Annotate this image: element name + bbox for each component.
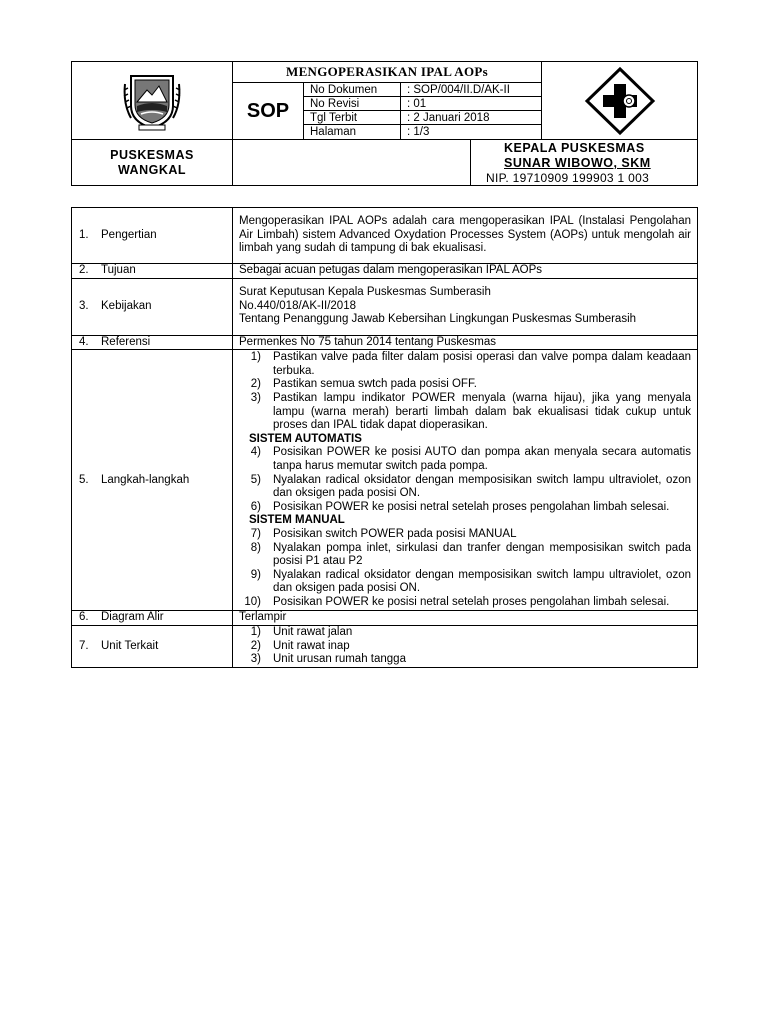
row-number: 2.: [79, 264, 89, 276]
step-text: Posisikan POWER ke posisi netral setelah proses pengolahan limbah selesai.: [273, 500, 670, 513]
puskesmas-logo-icon: [584, 66, 656, 136]
step-text: Nyalakan pompa inlet, sirkulasi dan tranfer dengan memposisikan switch pada posisi P1 atau P2: [273, 541, 691, 568]
puskesmas-name-line2: WANGKAL: [117, 163, 187, 177]
sop-title: MENGOPERASIKAN IPAL AOPs: [286, 64, 488, 79]
row-number: 6.: [79, 611, 89, 624]
row-label: [72, 264, 233, 279]
kebijakan-line3: Tentang Penanggung Jawab Kebersihan Lingkungan Puskesmas Sumberasih: [239, 313, 637, 326]
row-label-text: Referensi: [101, 335, 151, 348]
unit-item: [239, 640, 691, 654]
tujuan-text: Sebagai acuan petugas dalam mengoperasikan IPAL AOPs: [233, 264, 698, 279]
meta-label-halaman: Halaman: [310, 126, 357, 138]
step-item: [239, 542, 691, 569]
step-number: 10): [244, 595, 261, 608]
meta-label-no-revisi: No Revisi: [310, 97, 360, 110]
sop-label: SOP: [246, 99, 290, 122]
referensi-text: Permenkes No 75 tahun 2014 tentang Puskesmas: [233, 335, 698, 350]
langkah-cell: [233, 350, 698, 611]
step-item: [239, 569, 691, 596]
steps-list-c: [239, 528, 691, 610]
step-number: 5): [250, 473, 261, 486]
step-number: 8): [250, 541, 261, 554]
puskesmas-name-line1: PUSKESMAS: [110, 148, 194, 162]
meta-label-no-dokumen: No Dokumen: [310, 83, 378, 96]
steps-list-a: [239, 351, 691, 433]
section-heading-manual: SISTEM MANUAL: [249, 514, 345, 527]
meta-value-tgl-terbit: : 2 Januari 2018: [407, 111, 490, 124]
unit-text: Unit urusan rumah tangga: [273, 653, 406, 666]
pengertian-text: Mengoperasikan IPAL AOPs adalah cara mengoperasikan IPAL (Instalasi Pengolahan Air Limbah) sistem Advanced Oxydation Processes System (AOPs) untuk mengolah air limbah yang sudah di tampung di bak ekualisasi.: [233, 208, 698, 264]
meta-label-tgl-terbit: Tgl Terbit: [310, 111, 358, 124]
unit-cell: [233, 626, 698, 668]
meta-value-no-dokumen: : SOP/004/II.D/AK-II: [407, 83, 510, 96]
step-number: 7): [250, 527, 261, 540]
row-pengertian: [72, 208, 698, 264]
unit-number: 2): [250, 639, 261, 652]
kebijakan-line1: Surat Keputusan Kepala Puskesmas Sumberasih: [239, 286, 491, 299]
row-number: 3.: [79, 299, 89, 312]
row-diagram-alir: [72, 611, 698, 626]
step-text: Posisikan POWER ke posisi netral setelah proses pengolahan limbah selesai.: [273, 595, 670, 608]
step-text: Nyalakan radical oksidator dengan memposisikan switch lampu ultraviolet, ozon dan oksigen pada posisi ON.: [273, 473, 691, 500]
row-number: 7.: [79, 639, 89, 652]
unit-number: 3): [250, 653, 261, 666]
steps-list-b: [239, 446, 691, 514]
step-item: [239, 528, 691, 542]
step-text: Pastikan lampu indikator POWER menyala (warna hijau), jika yang menyala lampu (warna merah) berarti limbah dalam bak ekualisasi tidak cukup untuk proses dan IPAL tidak dapat dioperasikan.: [273, 391, 691, 432]
sop-header: [71, 61, 698, 186]
step-text: Pastikan semua swtch pada posisi OFF.: [273, 378, 477, 391]
sop-content-table: [71, 207, 698, 668]
step-text: Pastikan valve pada filter dalam posisi operasi dan valve pompa dalam keadaan terbuka.: [273, 351, 691, 377]
step-item: [239, 446, 691, 473]
step-number: 2): [250, 378, 261, 391]
row-langkah: [72, 350, 698, 611]
row-label-text: Langkah-langkah: [101, 473, 190, 486]
step-item: [239, 474, 691, 501]
unit-list: [239, 626, 691, 667]
unit-item: [239, 626, 691, 640]
kepala-nip: NIP. 19710909 199903 1 003: [486, 171, 650, 185]
step-text: Posisikan POWER ke posisi AUTO dan pompa akan menyala secara automatis tanpa harus memutar switch pada pompa.: [273, 446, 691, 472]
step-item: [239, 378, 691, 392]
step-number: 4): [250, 446, 261, 459]
step-text: Posisikan switch POWER pada posisi MANUAL: [273, 527, 517, 540]
meta-value-halaman: : 1/3: [407, 126, 430, 138]
row-label-text: Unit Terkait: [101, 639, 159, 652]
step-item: [239, 596, 691, 610]
unit-number: 1): [250, 626, 261, 639]
regional-emblem-icon: [121, 70, 183, 132]
row-label-text: Pengertian: [101, 228, 157, 241]
row-label-text: Tujuan: [101, 264, 136, 276]
row-number: 5.: [79, 473, 89, 486]
row-label-text: Diagram Alir: [101, 611, 164, 624]
step-item: [239, 351, 691, 378]
unit-text: Unit rawat inap: [273, 639, 350, 652]
row-label: [72, 626, 233, 668]
step-number: 6): [250, 500, 261, 513]
step-number: 3): [250, 391, 261, 404]
row-referensi: [72, 335, 698, 350]
row-label: [72, 278, 233, 335]
row-label: [72, 208, 233, 264]
row-label: [72, 335, 233, 350]
step-item: [239, 501, 691, 515]
kepala-title: KEPALA PUSKESMAS: [504, 140, 645, 155]
kebijakan-cell: [233, 278, 698, 335]
meta-value-no-revisi: : 01: [407, 97, 427, 110]
step-item: [239, 392, 691, 433]
unit-item: [239, 653, 691, 667]
section-heading-automatis: SISTEM AUTOMATIS: [249, 432, 362, 445]
row-label-text: Kebijakan: [101, 299, 152, 312]
kepala-name: SUNAR WIBOWO, SKM: [504, 155, 651, 170]
step-text: Nyalakan radical oksidator dengan memposisikan switch lampu ultraviolet, ozon dan oksigen pada posisi ON.: [273, 568, 691, 595]
diagram-text: Terlampir: [233, 611, 698, 626]
row-tujuan: [72, 264, 698, 279]
unit-text: Unit rawat jalan: [273, 626, 353, 639]
row-kebijakan: [72, 278, 698, 335]
row-number: 1.: [79, 228, 89, 241]
regional-emblem: [72, 62, 232, 139]
puskesmas-logo: [542, 62, 697, 139]
step-number: 9): [250, 568, 261, 581]
step-number: 1): [250, 351, 261, 364]
row-label: [72, 611, 233, 626]
row-number: 4.: [79, 335, 89, 348]
row-label: [72, 350, 233, 611]
kebijakan-line2: No.440/018/AK-II/2018: [239, 299, 356, 312]
row-unit-terkait: [72, 626, 698, 668]
puskesmas-name: [72, 140, 232, 186]
